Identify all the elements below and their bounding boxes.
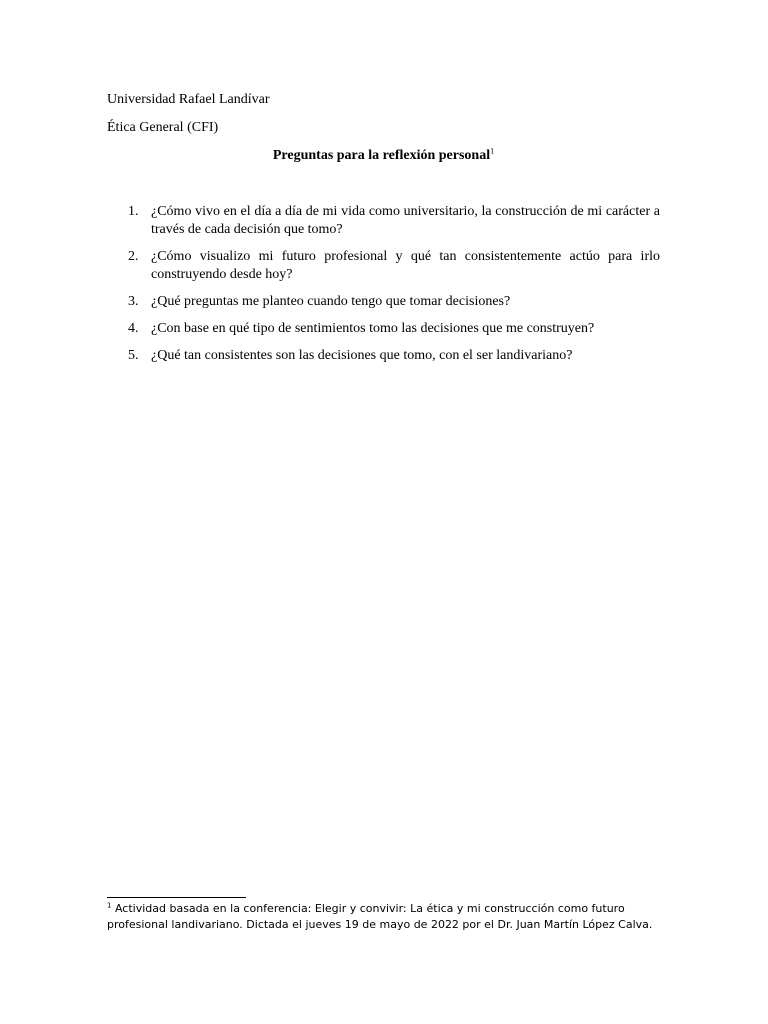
question-item — [107, 248, 660, 284]
question-number: 5. — [128, 348, 139, 363]
question-number: 4. — [128, 321, 139, 336]
question-text: ¿Cómo vivo en el día a día de mi vida como universitario, la construcción de mi carácter a través de cada decisión que tomo? — [151, 204, 660, 237]
question-text: ¿Cómo visualizo mi futuro profesional y qué tan consistentemente actúo para irlo construyendo desde hoy? — [151, 249, 660, 282]
footnote-separator — [107, 897, 246, 898]
question-number: 3. — [128, 294, 139, 309]
question-text: ¿Con base en qué tipo de sentimientos tomo las decisiones que me construyen? — [151, 321, 595, 336]
question-item — [107, 203, 660, 239]
title-footnote-mark: 1 — [490, 146, 495, 156]
course-name: Ética General (CFI) — [107, 120, 219, 135]
institution-name: Universidad Rafael Landívar — [107, 92, 270, 107]
question-item — [107, 293, 660, 311]
footnote-mark: 1 — [107, 901, 112, 910]
question-item — [107, 347, 660, 365]
document-title — [107, 147, 660, 165]
title-text: Preguntas para la reflexión personal — [272, 148, 491, 163]
question-item — [107, 320, 660, 338]
question-text: ¿Qué tan consistentes son las decisiones que tomo, con el ser landivariano? — [151, 348, 573, 363]
question-text: ¿Qué preguntas me planteo cuando tengo que tomar decisiones? — [151, 294, 511, 309]
question-number: 2. — [128, 249, 139, 264]
footnote-text: Actividad basada en la conferencia: Elegir y convivir: La ética y mi construcción como futuro profesional landivariano. Dictada el jueves 19 de mayo de 2022 por el Dr. Juan Martín López Calva. — [107, 902, 653, 931]
question-list — [107, 203, 660, 374]
footnote — [107, 901, 667, 933]
question-number: 1. — [128, 204, 139, 219]
